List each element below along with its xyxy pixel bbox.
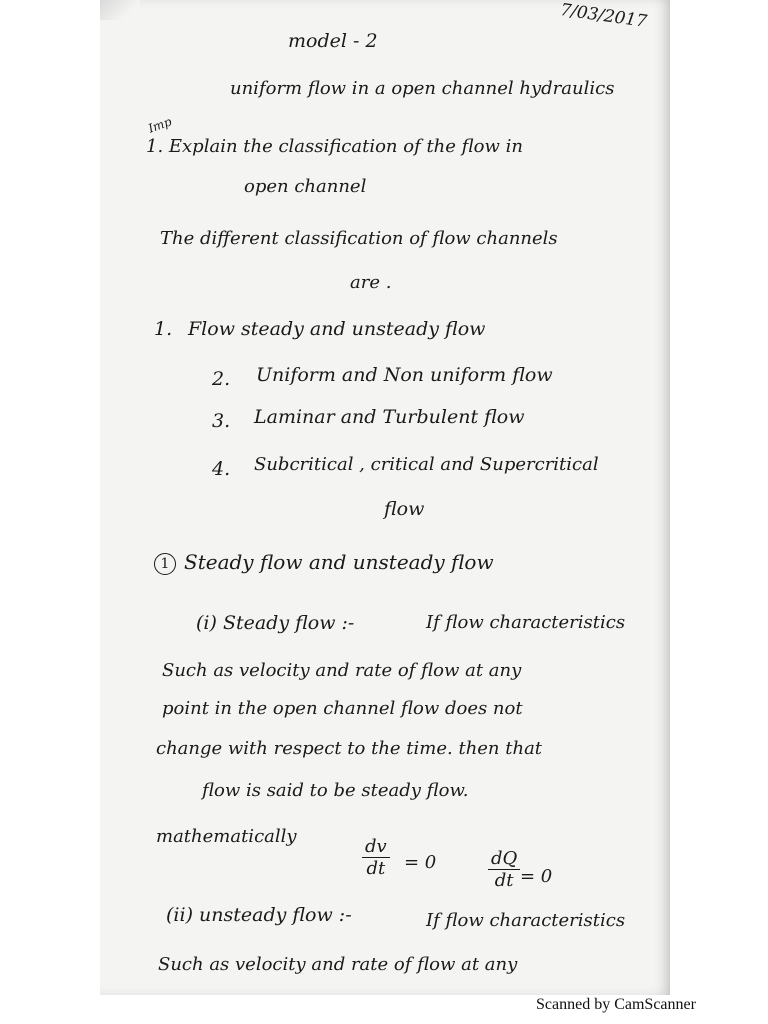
intro-line-2: are .	[350, 272, 392, 293]
fraction-dv-dt	[362, 836, 390, 879]
page-fold	[100, 0, 140, 20]
unsteady-flow-label: (ii) unsteady flow :-	[166, 904, 352, 926]
fraction-2-numerator: dQ	[491, 848, 518, 869]
section-number-circle: 1	[154, 553, 176, 575]
list-item-2-number: 2.	[212, 368, 231, 390]
list-item-3-number: 3.	[212, 410, 231, 432]
list-item-1-text: Flow steady and unsteady flow	[188, 318, 486, 340]
steady-line-1: If flow characteristics	[426, 612, 626, 633]
steady-line-3: point in the open channel flow does not	[162, 698, 523, 719]
question-line-2: open channel	[244, 176, 367, 197]
list-item-4-number: 4.	[212, 458, 231, 480]
steady-line-2: Such as velocity and rate of flow at any	[162, 660, 522, 681]
section-1-heading	[154, 550, 494, 575]
question-line-1: 1. Explain the classification of the flow in	[146, 136, 523, 157]
list-item-3-text: Laminar and Turbulent flow	[254, 406, 525, 428]
page-heading: model - 2	[288, 30, 378, 52]
fraction-1-denominator: dt	[362, 857, 390, 879]
steady-line-5: flow is said to be steady flow.	[202, 780, 469, 801]
list-item-4-text: Subcritical , critical and Supercritical	[254, 454, 599, 475]
list-item-1-number: 1.	[154, 318, 173, 340]
date: 7/03/2017	[559, 0, 649, 32]
list-item-2-text: Uniform and Non uniform flow	[256, 364, 553, 386]
equation-1-result: = 0	[404, 852, 437, 873]
unsteady-line-1: If flow characteristics	[426, 910, 626, 931]
steady-flow-label: (i) Steady flow :-	[196, 612, 355, 634]
scanner-watermark: Scanned by CamScanner	[536, 996, 696, 1013]
list-item-4-continuation: flow	[384, 498, 425, 520]
fraction-dq-dt	[488, 848, 520, 891]
mathematically-label: mathematically	[156, 826, 297, 847]
fraction-1-numerator: dv	[365, 836, 387, 857]
fraction-2-denominator: dt	[488, 869, 520, 891]
topic-title: uniform flow in a open channel hydraulics	[230, 78, 615, 99]
equation-2-result: = 0	[520, 866, 553, 887]
intro-line-1: The different classification of flow channels	[160, 228, 558, 249]
steady-line-4: change with respect to the time. then that	[156, 738, 543, 759]
section-1-title: Steady flow and unsteady flow	[184, 550, 494, 574]
unsteady-line-2: Such as velocity and rate of flow at any	[158, 954, 518, 975]
imp-mark: Imp	[146, 114, 174, 136]
